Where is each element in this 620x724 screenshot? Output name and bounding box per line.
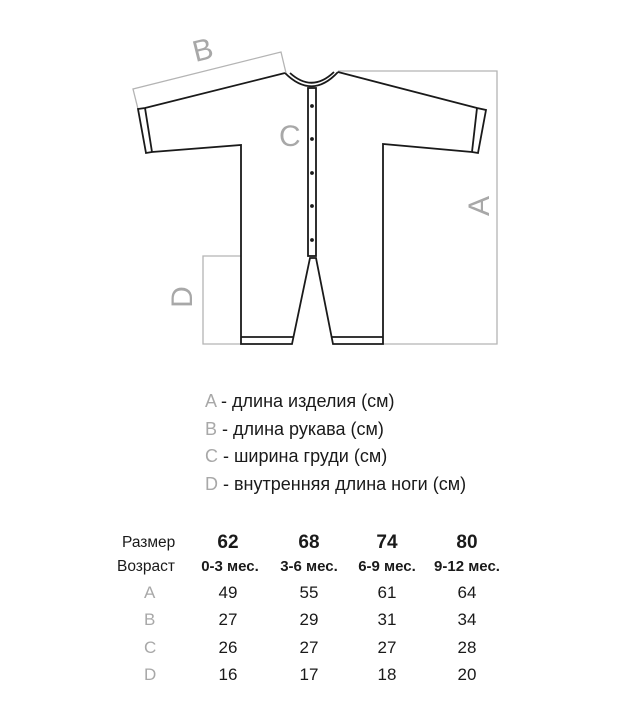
table-cell: 16: [218, 665, 238, 684]
table-row-a: [0, 580, 620, 606]
button-dot-4: [310, 204, 314, 208]
legend-text: - ширина груди (см): [218, 446, 388, 466]
legend-text: - внутренняя длина ноги (см): [218, 473, 467, 494]
legend-key: B: [205, 418, 218, 439]
legend-text: - длина изделия (см): [216, 391, 395, 411]
table-cell: 18: [377, 665, 397, 684]
table-cell: 31: [377, 610, 397, 629]
table-cell: 20: [457, 665, 477, 684]
table-cell: 28: [457, 638, 477, 657]
table-cell: 27: [218, 610, 238, 629]
button-dot-5: [310, 238, 314, 242]
table-cell: 27: [299, 638, 319, 657]
legend-item-c: [205, 443, 466, 471]
table-row-b: [0, 607, 620, 633]
table-row-size: [0, 530, 620, 556]
legend-key: A: [205, 391, 217, 411]
legend-text: - длина рукава (см): [217, 418, 384, 439]
row-key-c: C: [144, 638, 157, 657]
size-68: 68: [298, 532, 320, 553]
age-6-9: 6-9 мес.: [358, 558, 416, 575]
table-row-c: [0, 635, 620, 661]
size-80: 80: [456, 532, 478, 553]
table-cell: 26: [218, 638, 238, 657]
legend-item-b: [205, 416, 466, 444]
age-0-3: 0-3 мес.: [201, 558, 259, 575]
table-cell: 55: [299, 583, 319, 602]
age-9-12: 9-12 мес.: [434, 558, 500, 575]
table-cell: 29: [299, 610, 319, 629]
legend-key: C: [205, 446, 218, 466]
row-key-a: A: [144, 583, 156, 602]
dimension-b-label: B: [189, 32, 217, 69]
row-header-size: Размер: [122, 534, 176, 551]
dimension-legend: [205, 388, 466, 498]
table-cell: 49: [218, 583, 238, 602]
table-cell: 17: [299, 665, 319, 684]
size-74: 74: [376, 532, 398, 553]
button-dot-3: [310, 171, 314, 175]
button-dot-2: [310, 137, 314, 141]
table-cell: 27: [377, 638, 397, 657]
size-62: 62: [217, 532, 239, 553]
dimension-d-label: D: [165, 286, 199, 308]
table-cell: 61: [377, 583, 397, 602]
dimension-a-label: A: [463, 195, 497, 217]
row-header-age: Возраст: [117, 558, 175, 575]
table-row-age: [0, 554, 620, 580]
table-cell: 64: [457, 583, 477, 602]
table-row-d: [0, 662, 620, 688]
age-3-6: 3-6 мес.: [280, 558, 338, 575]
dimension-c-label: C: [279, 120, 301, 153]
button-dot-1: [310, 104, 314, 108]
row-key-b: B: [144, 610, 156, 629]
row-key-d: D: [144, 665, 157, 684]
legend-item-a: [205, 388, 466, 416]
legend-key: D: [205, 473, 218, 494]
table-cell: 34: [457, 610, 477, 629]
legend-item-d: [205, 471, 466, 499]
